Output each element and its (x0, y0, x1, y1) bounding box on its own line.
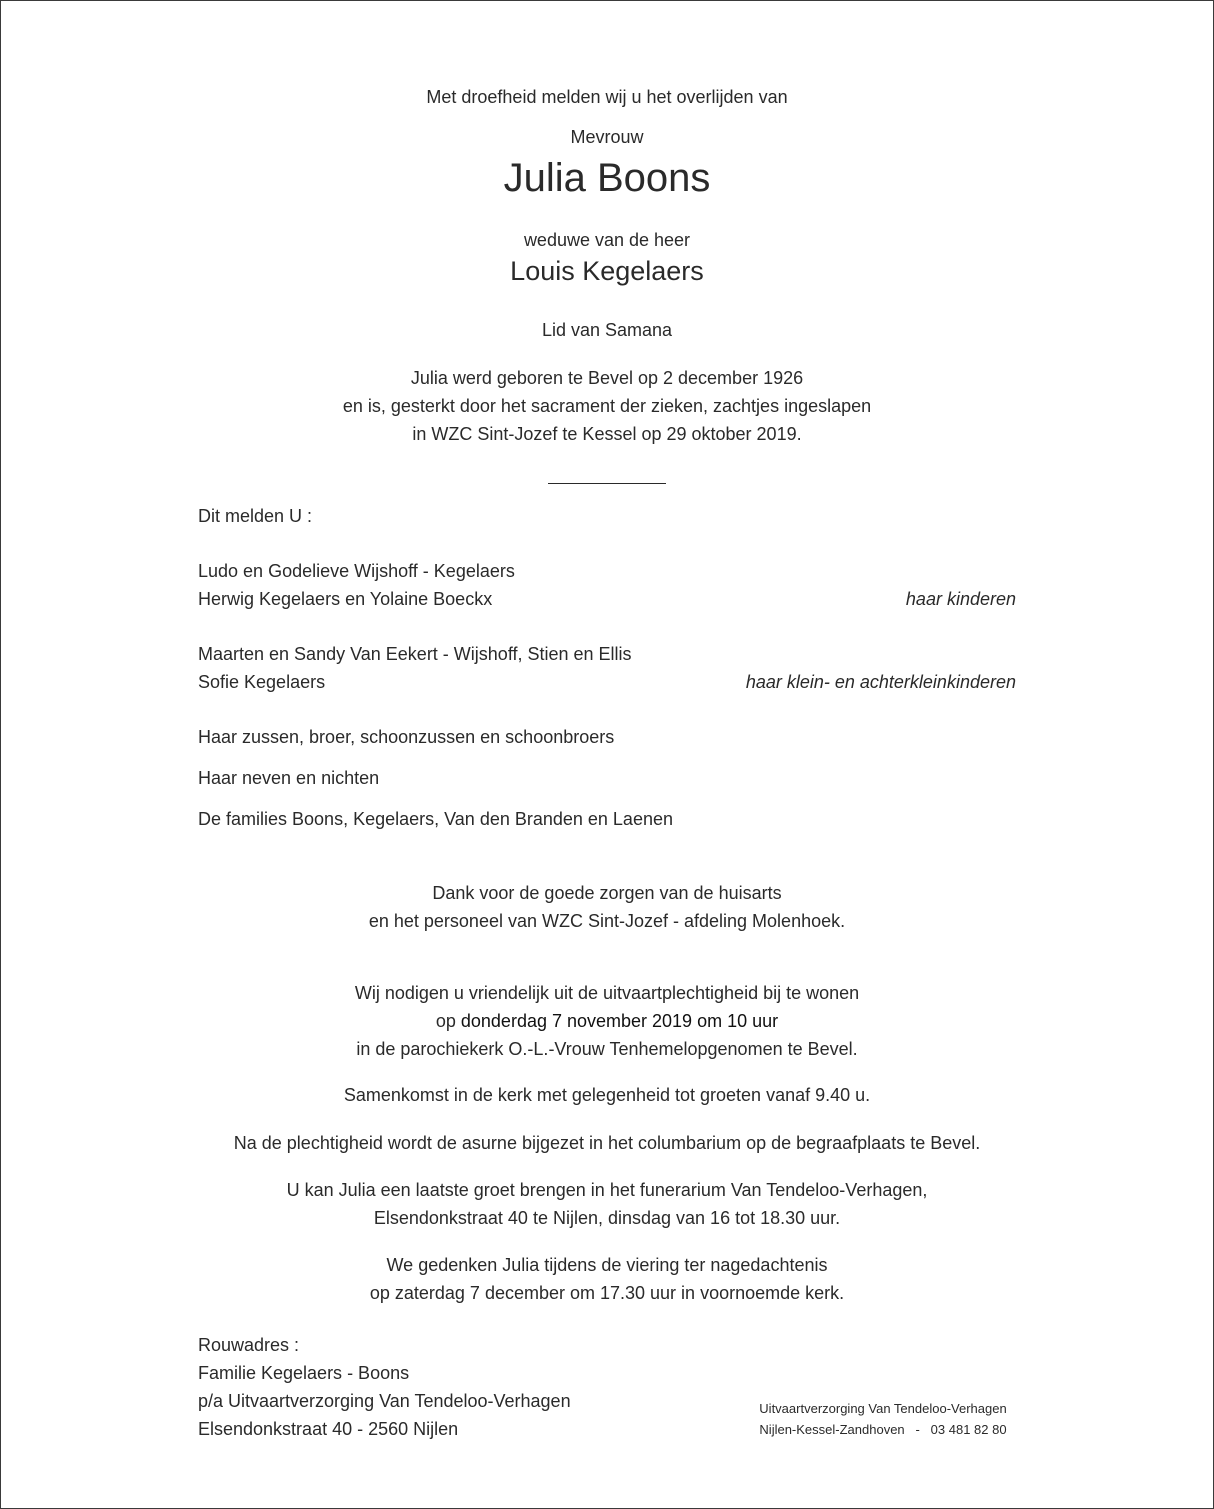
farewell-line: U kan Julia een laatste groet brengen in het funerarium Van Tendeloo-Verhagen, (286, 1180, 928, 1200)
bio-line: en is, gesterkt door het sacrament der zieken, zachtjes ingeslapen (342, 396, 872, 416)
children-line: Herwig Kegelaers en Yolaine Boeckx (198, 589, 493, 609)
title-text: Mevrouw (570, 127, 644, 147)
deceased-name: Julia Boons (503, 156, 711, 200)
spouse-name: Louis Kegelaers (510, 256, 704, 286)
mourning-address-line: p/a Uitvaartverzorging Van Tendeloo-Verhagen (198, 1391, 571, 1411)
thanks-line: en het personeel van WZC Sint-Jozef - afdeling Molenhoek. (368, 911, 846, 931)
children-line: Ludo en Godelieve Wijshoff - Kegelaers (198, 561, 515, 581)
gathering-text: Samenkomst in de kerk met gelegenheid tot groeten vanaf 9.40 u. (343, 1085, 871, 1105)
relatives-line: Haar zussen, broer, schoonzussen en schoonbroers (198, 727, 615, 747)
bio-line: Julia werd geboren te Bevel op 2 december 1926 (410, 368, 804, 388)
announced-by-label: Dit melden U : (198, 506, 313, 526)
funeral-date: donderdag 7 november 2019 om 10 uur (460, 1011, 779, 1031)
farewell-line: Elsendonkstraat 40 te Nijlen, dinsdag van 16 tot 18.30 uur. (373, 1208, 841, 1228)
relatives-line: Haar neven en nichten (198, 768, 380, 788)
intro-text: Met droefheid melden wij u het overlijden van (426, 87, 788, 107)
grandchildren-line: Sofie Kegelaers (198, 672, 326, 692)
grandchildren-relation: haar klein- en achterkleinkinderen (745, 672, 1016, 692)
invitation-date-line (0, 1007, 1214, 1035)
children-relation: haar kinderen (905, 589, 1016, 609)
mourning-address-label: Rouwadres : (198, 1335, 300, 1355)
membership-text: Lid van Samana (541, 320, 673, 340)
invitation-line: Wij nodigen u vriendelijk uit de uitvaartplechtigheid bij te wonen (354, 983, 860, 1003)
remembrance-line: We gedenken Julia tijdens de viering ter nagedachtenis (386, 1255, 828, 1275)
widow-of-text: weduwe van de heer (523, 230, 691, 250)
remembrance-line: op zaterdag 7 december om 17.30 uur in voornoemde kerk. (369, 1283, 845, 1303)
undertaker-name: Uitvaartverzorging Van Tendeloo-Verhagen (759, 1401, 1007, 1416)
undertaker-contact: Nijlen-Kessel-Zandhoven - 03 481 82 80 (759, 1422, 1007, 1437)
invitation-date-prefix: op (435, 1011, 461, 1031)
thanks-line: Dank voor de goede zorgen van de huisarts (432, 883, 782, 903)
mourning-address-line: Elsendonkstraat 40 - 2560 Nijlen (198, 1419, 459, 1439)
relatives-line: De families Boons, Kegelaers, Van den Branden en Laenen (198, 809, 673, 829)
grandchildren-line: Maarten en Sandy Van Eekert - Wijshoff, Stien en Ellis (198, 644, 632, 664)
urn-text: Na de plechtigheid wordt de asurne bijgezet in het columbarium op de begraafplaats te Bevel. (233, 1133, 981, 1153)
invitation-line: in de parochiekerk O.-L.-Vrouw Tenhemelopgenomen te Bevel. (356, 1039, 858, 1059)
divider-line (548, 483, 666, 484)
bio-line: in WZC Sint-Jozef te Kessel op 29 oktober 2019. (412, 424, 802, 444)
mourning-address-line: Familie Kegelaers - Boons (198, 1363, 410, 1383)
